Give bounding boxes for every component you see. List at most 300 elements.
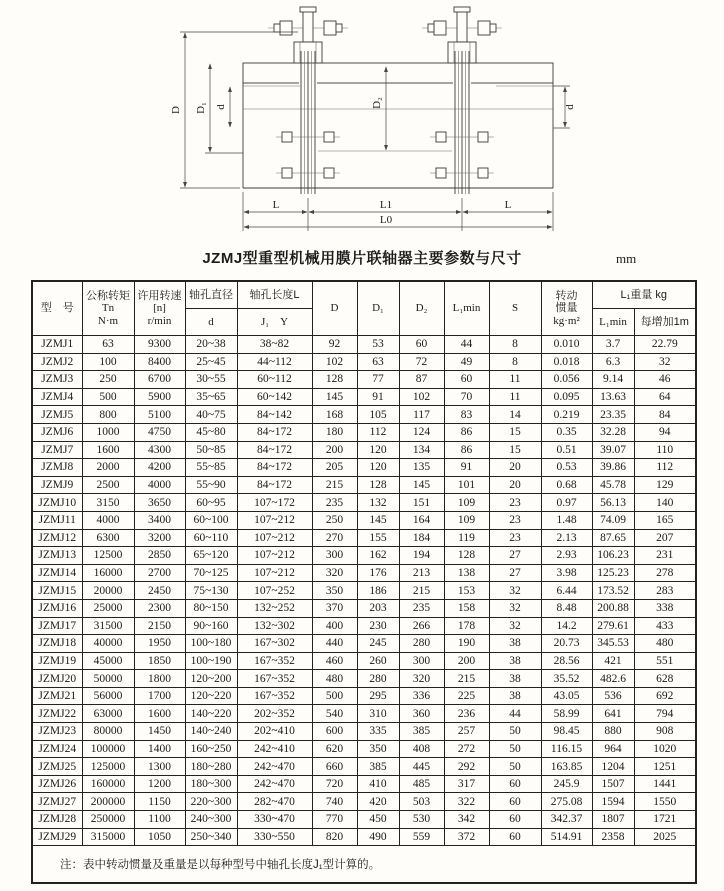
value-cell: 22.79 [634, 336, 696, 354]
value-cell: 117 [399, 406, 444, 424]
value-cell: 107~172 [237, 494, 312, 512]
value-cell: 410 [357, 775, 399, 793]
value-cell: 270 [312, 529, 357, 547]
header-inertia-cn2: 惯量 [555, 302, 578, 315]
value-cell: 45000 [82, 652, 134, 670]
value-cell: 72 [399, 353, 444, 371]
value-cell: 559 [399, 828, 444, 846]
value-cell: 250~340 [185, 828, 237, 846]
value-cell: 38 [489, 635, 541, 653]
value-cell: 38 [489, 687, 541, 705]
value-cell: 421 [592, 652, 634, 670]
value-cell: 60 [444, 371, 489, 389]
value-cell: 167~302 [237, 635, 312, 653]
model-cell: JZMJ25 [32, 758, 82, 776]
value-cell: 32 [489, 582, 541, 600]
table-row [32, 459, 696, 477]
header-S: S [489, 281, 541, 336]
value-cell: 116.15 [541, 740, 592, 758]
value-cell: 109 [444, 511, 489, 529]
value-cell: 440 [312, 635, 357, 653]
value-cell: 692 [634, 687, 696, 705]
value-cell: 167~352 [237, 670, 312, 688]
table-row [32, 353, 696, 371]
value-cell: 2.93 [541, 547, 592, 565]
value-cell: 44 [444, 336, 489, 354]
value-cell: 53 [357, 336, 399, 354]
model-cell: JZMJ7 [32, 441, 82, 459]
value-cell: 132 [357, 494, 399, 512]
value-cell: 480 [634, 635, 696, 653]
value-cell: 330~470 [237, 811, 312, 829]
value-cell: 38 [489, 670, 541, 688]
value-cell: 4000 [82, 511, 134, 529]
value-cell: 280 [357, 670, 399, 688]
value-cell: 0.35 [541, 423, 592, 441]
value-cell: 433 [634, 617, 696, 635]
value-cell: 50~85 [185, 441, 237, 459]
value-cell: 202~410 [237, 723, 312, 741]
value-cell: 25~45 [185, 353, 237, 371]
value-cell: 0.219 [541, 406, 592, 424]
value-cell: 908 [634, 723, 696, 741]
value-cell: 1150 [134, 793, 185, 811]
value-cell: 91 [357, 388, 399, 406]
value-cell: 800 [82, 406, 134, 424]
value-cell: 58.99 [541, 705, 592, 723]
value-cell: 14 [489, 406, 541, 424]
table-row [32, 740, 696, 758]
header-model: 型 号 [32, 281, 82, 336]
value-cell: 20000 [82, 582, 134, 600]
value-cell: 60 [489, 793, 541, 811]
value-cell: 770 [312, 811, 357, 829]
value-cell: 138 [444, 564, 489, 582]
value-cell: 50000 [82, 670, 134, 688]
value-cell: 167~352 [237, 687, 312, 705]
value-cell: 27 [489, 547, 541, 565]
value-cell: 794 [634, 705, 696, 723]
value-cell: 15 [489, 441, 541, 459]
header-weight-min: L₁min [592, 309, 634, 336]
value-cell: 160000 [82, 775, 134, 793]
value-cell: 1000 [82, 423, 134, 441]
dim-label-D2: D₂ [371, 97, 383, 109]
value-cell: 514.91 [541, 828, 592, 846]
value-cell: 86 [444, 441, 489, 459]
value-cell: 1204 [592, 758, 634, 776]
value-cell: 2358 [592, 828, 634, 846]
value-cell: 275.08 [541, 793, 592, 811]
header-speed-cn: 许用转速 [137, 289, 182, 302]
value-cell: 134 [399, 441, 444, 459]
value-cell: 11 [489, 388, 541, 406]
value-cell: 8 [489, 353, 541, 371]
header-torque-cn: 公称转矩 [86, 289, 130, 302]
value-cell: 190 [444, 635, 489, 653]
table-row [32, 388, 696, 406]
value-cell: 8 [489, 336, 541, 354]
value-cell: 300 [312, 547, 357, 565]
value-cell: 213 [399, 564, 444, 582]
value-cell: 107~252 [237, 582, 312, 600]
value-cell: 0.51 [541, 441, 592, 459]
value-cell: 102 [399, 388, 444, 406]
value-cell: 1600 [134, 705, 185, 723]
value-cell: 30~55 [185, 371, 237, 389]
value-cell: 8400 [134, 353, 185, 371]
value-cell: 350 [312, 582, 357, 600]
value-cell: 60 [489, 811, 541, 829]
value-cell: 64 [634, 388, 696, 406]
value-cell: 63 [82, 336, 134, 354]
value-cell: 94 [634, 423, 696, 441]
value-cell: 279.61 [592, 617, 634, 635]
value-cell: 184 [399, 529, 444, 547]
value-cell: 32 [489, 617, 541, 635]
model-cell: JZMJ12 [32, 529, 82, 547]
model-cell: JZMJ26 [32, 775, 82, 793]
model-cell: JZMJ19 [32, 652, 82, 670]
value-cell: 450 [357, 811, 399, 829]
value-cell: 964 [592, 740, 634, 758]
value-cell: 3150 [82, 494, 134, 512]
model-cell: JZMJ24 [32, 740, 82, 758]
value-cell: 165 [634, 511, 696, 529]
header-inertia-cn1: 转动 [555, 289, 578, 302]
table-row [32, 423, 696, 441]
value-cell: 236 [444, 705, 489, 723]
value-cell: 360 [399, 705, 444, 723]
value-cell: 200.88 [592, 599, 634, 617]
value-cell: 1594 [592, 793, 634, 811]
value-cell: 65~120 [185, 547, 237, 565]
value-cell: 153 [444, 582, 489, 600]
value-cell: 39.07 [592, 441, 634, 459]
model-cell: JZMJ29 [32, 828, 82, 846]
header-torque-unit: N·m [97, 314, 119, 327]
value-cell: 74.09 [592, 511, 634, 529]
value-cell: 91 [444, 459, 489, 477]
table-header [32, 281, 696, 336]
value-cell: 385 [357, 758, 399, 776]
value-cell: 1200 [134, 775, 185, 793]
header-inertia [541, 281, 592, 336]
dim-label-D1: D₁ [195, 102, 207, 114]
model-cell: JZMJ2 [32, 353, 82, 371]
value-cell: 135 [399, 459, 444, 477]
value-cell: 28.56 [541, 652, 592, 670]
value-cell: 420 [357, 793, 399, 811]
value-cell: 180 [312, 423, 357, 441]
value-cell: 70 [444, 388, 489, 406]
value-cell: 205 [312, 459, 357, 477]
value-cell: 3200 [134, 529, 185, 547]
value-cell: 2500 [82, 476, 134, 494]
value-cell: 27 [489, 564, 541, 582]
dim-label-L1: L1 [379, 199, 393, 211]
value-cell: 140 [634, 494, 696, 512]
header-bore-diameter-sub: d [185, 309, 237, 336]
value-cell: 84~172 [237, 476, 312, 494]
value-cell: 6700 [134, 371, 185, 389]
table-row [32, 758, 696, 776]
value-cell: 245 [357, 635, 399, 653]
header-speed-sym: [n] [153, 302, 166, 315]
value-cell: 102 [312, 353, 357, 371]
value-cell: 320 [399, 670, 444, 688]
value-cell: 235 [312, 494, 357, 512]
table-row [32, 599, 696, 617]
header-bore-length: 轴孔长度L [237, 281, 312, 309]
value-cell: 4000 [134, 476, 185, 494]
unit-label: mm [616, 251, 637, 266]
value-cell: 295 [357, 687, 399, 705]
value-cell: 100000 [82, 740, 134, 758]
value-cell: 75~130 [185, 582, 237, 600]
table-row [32, 670, 696, 688]
value-cell: 200000 [82, 793, 134, 811]
table-row [32, 793, 696, 811]
value-cell: 128 [357, 476, 399, 494]
value-cell: 1300 [134, 758, 185, 776]
value-cell: 12500 [82, 547, 134, 565]
value-cell: 84~142 [237, 406, 312, 424]
value-cell: 40~75 [185, 406, 237, 424]
value-cell: 120 [357, 441, 399, 459]
value-cell: 101 [444, 476, 489, 494]
value-cell: 385 [399, 723, 444, 741]
value-cell: 60 [489, 828, 541, 846]
value-cell: 44 [489, 705, 541, 723]
header-inertia-unit: kg·m² [553, 314, 580, 327]
table-row [32, 811, 696, 829]
value-cell: 215 [399, 582, 444, 600]
value-cell: 100~180 [185, 635, 237, 653]
value-cell: 49 [444, 353, 489, 371]
value-cell: 31500 [82, 617, 134, 635]
value-cell: 215 [444, 670, 489, 688]
value-cell: 278 [634, 564, 696, 582]
dim-label-L0: L0 [379, 214, 393, 226]
value-cell: 162 [357, 547, 399, 565]
header-bore-length-sub: J₁ Y [237, 309, 312, 336]
value-cell: 125000 [82, 758, 134, 776]
value-cell: 164 [399, 511, 444, 529]
value-cell: 163.85 [541, 758, 592, 776]
model-cell: JZMJ13 [32, 547, 82, 565]
coupling-half-right [422, 7, 502, 194]
coupling-drawing [150, 6, 580, 251]
value-cell: 5100 [134, 406, 185, 424]
model-cell: JZMJ9 [32, 476, 82, 494]
value-cell: 400 [312, 617, 357, 635]
value-cell: 203 [357, 599, 399, 617]
value-cell: 50 [489, 758, 541, 776]
value-cell: 485 [399, 775, 444, 793]
value-cell: 0.010 [541, 336, 592, 354]
value-cell: 105 [357, 406, 399, 424]
value-cell: 44~112 [237, 353, 312, 371]
value-cell: 107~212 [237, 511, 312, 529]
value-cell: 38~82 [237, 336, 312, 354]
table-row [32, 511, 696, 529]
value-cell: 0.97 [541, 494, 592, 512]
table-row [32, 494, 696, 512]
header-torque-sym: Tn [101, 302, 115, 315]
value-cell: 280 [399, 635, 444, 653]
value-cell: 1050 [134, 828, 185, 846]
value-cell: 128 [444, 547, 489, 565]
value-cell: 2700 [134, 564, 185, 582]
header-D2: D₂ [399, 281, 444, 336]
value-cell: 55~85 [185, 459, 237, 477]
value-cell: 370 [312, 599, 357, 617]
value-cell: 1700 [134, 687, 185, 705]
value-cell: 2000 [82, 459, 134, 477]
value-cell: 720 [312, 775, 357, 793]
value-cell: 140~220 [185, 705, 237, 723]
value-cell: 128 [312, 371, 357, 389]
value-cell: 600 [312, 723, 357, 741]
value-cell: 140~240 [185, 723, 237, 741]
table-row [32, 529, 696, 547]
value-cell: 145 [357, 511, 399, 529]
value-cell: 1850 [134, 652, 185, 670]
value-cell: 38 [489, 652, 541, 670]
coupling-half-left [268, 7, 348, 194]
value-cell: 202~352 [237, 705, 312, 723]
value-cell: 322 [444, 793, 489, 811]
value-cell: 84 [634, 406, 696, 424]
dim-label-d-right: d [564, 104, 576, 110]
value-cell: 194 [399, 547, 444, 565]
value-cell: 180~280 [185, 758, 237, 776]
model-cell: JZMJ3 [32, 371, 82, 389]
value-cell: 155 [357, 529, 399, 547]
value-cell: 55~90 [185, 476, 237, 494]
table-row [32, 775, 696, 793]
model-cell: JZMJ17 [32, 617, 82, 635]
table-row [32, 476, 696, 494]
value-cell: 20 [489, 459, 541, 477]
value-cell: 207 [634, 529, 696, 547]
value-cell: 0.095 [541, 388, 592, 406]
value-cell: 0.53 [541, 459, 592, 477]
value-cell: 540 [312, 705, 357, 723]
model-cell: JZMJ15 [32, 582, 82, 600]
value-cell: 200 [444, 652, 489, 670]
value-cell: 342 [444, 811, 489, 829]
value-cell: 25000 [82, 599, 134, 617]
value-cell: 16000 [82, 564, 134, 582]
dim-label-L-left: L [272, 199, 280, 211]
value-cell: 9300 [134, 336, 185, 354]
value-cell: 63 [357, 353, 399, 371]
value-cell: 107~212 [237, 547, 312, 565]
value-cell: 83 [444, 406, 489, 424]
value-cell: 250 [312, 511, 357, 529]
note-row [32, 846, 696, 884]
value-cell: 500 [82, 388, 134, 406]
table-body [32, 336, 696, 846]
value-cell: 14.2 [541, 617, 592, 635]
value-cell: 503 [399, 793, 444, 811]
value-cell: 5900 [134, 388, 185, 406]
value-cell: 100~190 [185, 652, 237, 670]
value-cell: 20.73 [541, 635, 592, 653]
value-cell: 320 [312, 564, 357, 582]
value-cell: 70~125 [185, 564, 237, 582]
value-cell: 35~65 [185, 388, 237, 406]
value-cell: 242~470 [237, 775, 312, 793]
value-cell: 1441 [634, 775, 696, 793]
value-cell: 112 [357, 423, 399, 441]
value-cell: 250 [82, 371, 134, 389]
model-cell: JZMJ18 [32, 635, 82, 653]
table-note: 注：表中转动惯量及重量是以每种型号中轴孔长度J₁型计算的。 [32, 846, 696, 884]
model-cell: JZMJ6 [32, 423, 82, 441]
value-cell: 23 [489, 494, 541, 512]
value-cell: 330~550 [237, 828, 312, 846]
value-cell: 372 [444, 828, 489, 846]
value-cell: 1807 [592, 811, 634, 829]
value-cell: 145 [399, 476, 444, 494]
value-cell: 300 [399, 652, 444, 670]
value-cell: 200 [312, 441, 357, 459]
value-cell: 445 [399, 758, 444, 776]
table-row [32, 336, 696, 354]
value-cell: 0.68 [541, 476, 592, 494]
value-cell: 107~212 [237, 529, 312, 547]
value-cell: 60 [489, 775, 541, 793]
value-cell: 60~110 [185, 529, 237, 547]
value-cell: 250000 [82, 811, 134, 829]
header-weight-per-meter: 每增加1m [634, 309, 696, 336]
header-speed [134, 281, 185, 336]
value-cell: 282~470 [237, 793, 312, 811]
table-row [32, 705, 696, 723]
table-row [32, 828, 696, 846]
dim-label-D: D [170, 106, 182, 114]
value-cell: 63000 [82, 705, 134, 723]
table-row [32, 723, 696, 741]
value-cell: 1450 [134, 723, 185, 741]
value-cell: 2850 [134, 547, 185, 565]
value-cell: 20 [489, 476, 541, 494]
value-cell: 490 [357, 828, 399, 846]
value-cell: 336 [399, 687, 444, 705]
value-cell: 315000 [82, 828, 134, 846]
value-cell: 242~410 [237, 740, 312, 758]
value-cell: 23 [489, 529, 541, 547]
value-cell: 257 [444, 723, 489, 741]
value-cell: 3400 [134, 511, 185, 529]
value-cell: 4750 [134, 423, 185, 441]
value-cell: 1550 [634, 793, 696, 811]
table-row [32, 441, 696, 459]
header-weight-group: L₁重量 kg [592, 281, 696, 309]
value-cell: 1400 [134, 740, 185, 758]
value-cell: 11 [489, 371, 541, 389]
model-cell: JZMJ5 [32, 406, 82, 424]
header-L1min: L₁min [444, 281, 489, 336]
model-cell: JZMJ4 [32, 388, 82, 406]
value-cell: 317 [444, 775, 489, 793]
value-cell: 32 [489, 599, 541, 617]
value-cell: 112 [634, 459, 696, 477]
value-cell: 45.78 [592, 476, 634, 494]
